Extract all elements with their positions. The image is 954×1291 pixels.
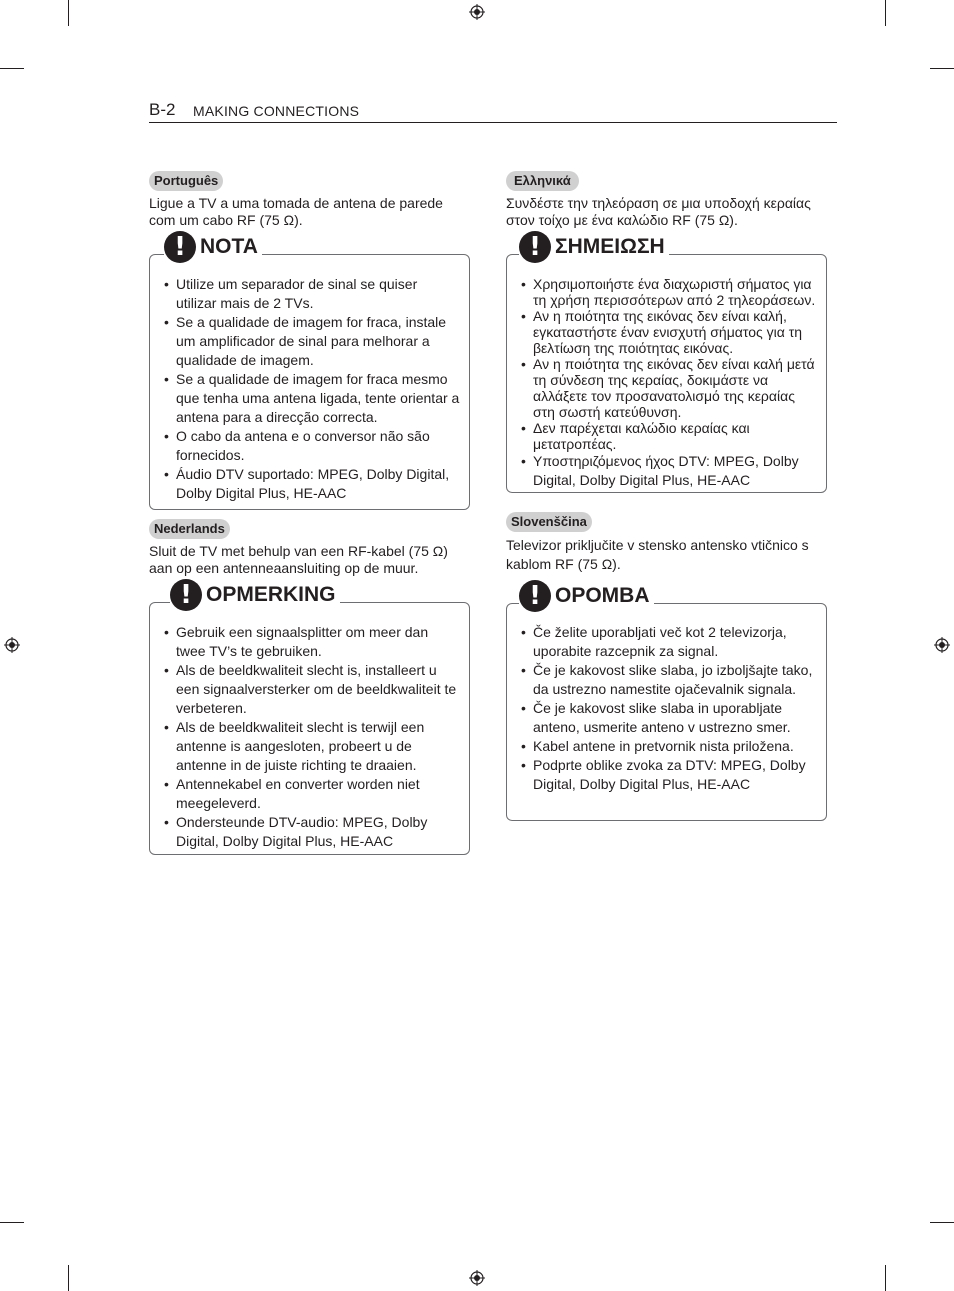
list-item: • Če želite uporabljati več kot 2 televizorja, uporabite razcepnik za signal. xyxy=(519,623,818,661)
exclamation-icon: ! xyxy=(519,580,551,612)
note-header xyxy=(519,231,669,263)
crop-mark xyxy=(885,1265,886,1291)
list-item: • Utilize um separador de sinal se quiser utilizar mais de 2 TVs. xyxy=(162,275,461,313)
note-list xyxy=(519,623,818,794)
list-item: • Kabel antene in pretvornik nista priložena. xyxy=(519,737,818,756)
list-item: • Áudio DTV suportado: MPEG, Dolby Digital, Dolby Digital Plus, HE-AAC xyxy=(162,465,461,503)
list-item: • Gebruik een signaalsplitter om meer dan twee TV’s te gebruiken. xyxy=(162,623,461,661)
intro-text-greek: Συνδέστε την τηλεόραση σε μια υποδοχή κεραίας στον τοίχο με ένα καλώδιο RF (75 Ω). xyxy=(506,195,811,228)
list-item: • Χρησιμοποιήστε ένα διαχωριστή σήματος για τη χρήση περισσότερων από 2 τηλεοράσεων. xyxy=(519,276,818,308)
language-badge-slovenian: Slovenščina xyxy=(506,512,592,532)
crosshair-icon xyxy=(469,4,485,20)
section-title: MAKING CONNECTIONS xyxy=(193,103,360,119)
list-item: • O cabo da antena e o conversor não são fornecidos. xyxy=(162,427,461,465)
crop-mark xyxy=(0,1222,24,1223)
page-number: B-2 xyxy=(149,100,176,119)
list-item: • Αν η ποιότητα της εικόνας δεν είναι καλή μετά τη σύνδεση της κεραίας, δοκιμάστε να αλλάξετε τον προσανατολισμό της κεραίας στη σωστή κατεύθυνση. xyxy=(519,356,818,420)
note-box-greek xyxy=(506,232,827,493)
note-box-dutch xyxy=(149,580,470,855)
list-item: • Podprte oblike zvoka za DTV: MPEG, Dolby Digital, Dolby Digital Plus, HE-AAC xyxy=(519,756,818,794)
note-title: ΣΗΜΕΙΩΣΗ xyxy=(555,235,665,258)
note-list xyxy=(519,276,818,490)
note-box-slovenian xyxy=(506,581,827,821)
note-header xyxy=(519,580,654,612)
note-title: OPOMBA xyxy=(555,584,650,607)
list-item: • Če je kakovost slike slaba in uporabljate anteno, usmerite anteno v ustrezno smer. xyxy=(519,699,818,737)
language-badge-greek: Ελληνικά xyxy=(506,171,579,191)
list-item: • Se a qualidade de imagem for fraca mesmo que tenha uma antena ligada, tente orientar a antena para a direcção correcta. xyxy=(162,370,461,427)
list-item: • Če je kakovost slike slaba, jo izboljšajte tako, da ustrezno namestite ojačevalnik signala. xyxy=(519,661,818,699)
exclamation-icon: ! xyxy=(170,579,202,611)
intro-text-portuguese: Ligue a TV a uma tomada de antena de parede com um cabo RF (75 Ω). xyxy=(149,195,443,228)
crop-mark xyxy=(0,68,24,69)
list-item: • Ondersteunde DTV-audio: MPEG, Dolby Digital, Dolby Digital Plus, HE-AAC xyxy=(162,813,461,851)
intro-text-dutch: Sluit de TV met behulp van een RF-kabel (75 Ω) aan op een antenneaansluiting op de muur. xyxy=(149,543,448,576)
list-item: • Se a qualidade de imagem for fraca, instale um amplificador de sinal para melhorar a qualidade de imagem. xyxy=(162,313,461,370)
crosshair-icon xyxy=(934,637,950,653)
crosshair-icon xyxy=(469,1270,485,1286)
crop-mark xyxy=(68,1265,69,1291)
crop-mark xyxy=(885,0,886,26)
note-list xyxy=(162,275,461,503)
note-box-portuguese xyxy=(149,232,470,510)
note-title: OPMERKING xyxy=(206,583,336,606)
crosshair-icon xyxy=(4,637,20,653)
list-item: • Antennekabel en converter worden niet meegeleverd. xyxy=(162,775,461,813)
crop-mark xyxy=(68,0,69,26)
language-badge-portuguese: Português xyxy=(149,171,223,191)
note-header xyxy=(164,231,262,263)
list-item: • Als de beeldkwaliteit slecht is terwijl een antenne is aangesloten, probeert u de antenne in de juiste richting te draaien. xyxy=(162,718,461,775)
language-badge-dutch: Nederlands xyxy=(149,519,230,539)
crop-mark xyxy=(930,68,954,69)
exclamation-icon: ! xyxy=(519,231,551,263)
list-item: • Υποστηριζόμενος ήχος DTV: MPEG, Dolby Digital, Dolby Digital Plus, HE-AAC xyxy=(519,452,818,490)
list-item: • Als de beeldkwaliteit slecht is, installeert u een signaalversterker om de beeldkwaliteit te verbeteren. xyxy=(162,661,461,718)
list-item: • Δεν παρέχεται καλώδιο κεραίας και μετατροπέας. xyxy=(519,420,818,452)
crop-mark xyxy=(930,1222,954,1223)
note-title: NOTA xyxy=(200,235,258,258)
note-header xyxy=(170,579,340,611)
exclamation-icon: ! xyxy=(164,231,196,263)
list-item: • Αν η ποιότητα της εικόνας δεν είναι καλή, εγκαταστήστε έναν ενισχυτή σήματος για τη βελτίωση της ποιότητας εικόνας. xyxy=(519,308,818,356)
intro-text-slovenian: Televizor priključite v stensko antensko vtičnico s kablom RF (75 Ω). xyxy=(506,537,809,572)
note-list xyxy=(162,623,461,851)
page-header xyxy=(149,100,837,123)
